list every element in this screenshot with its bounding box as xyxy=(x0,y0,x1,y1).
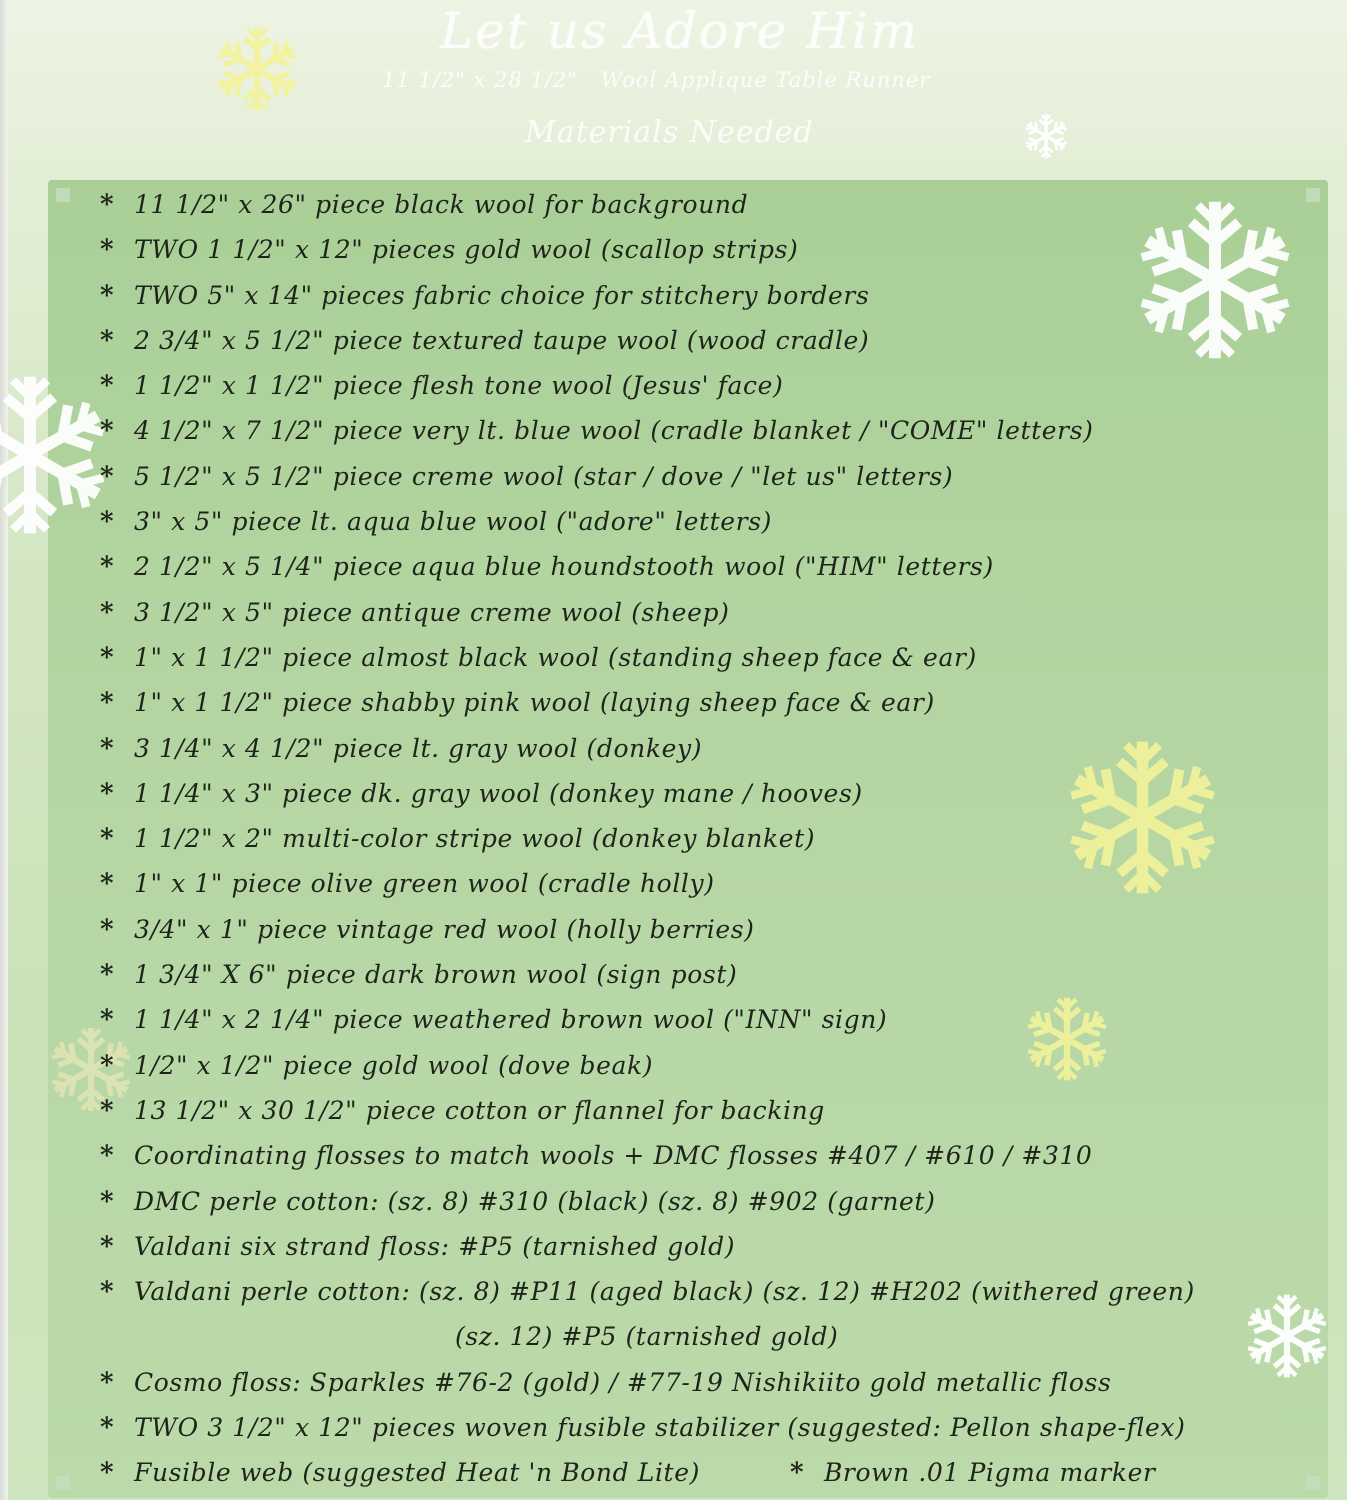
snowflake-icon xyxy=(1022,112,1070,160)
list-item xyxy=(100,726,1330,771)
list-item-text: 3/4" x 1" piece vintage red wool (holly berries) xyxy=(134,914,755,944)
list-item-text: TWO 1 1/2" x 12" pieces gold wool (scallop strips) xyxy=(134,235,799,265)
panel-corner xyxy=(56,1476,70,1490)
list-item xyxy=(100,680,1330,725)
list-item xyxy=(100,499,1330,544)
list-item-text: 1" x 1 1/2" piece shabby pink wool (laying sheep face & ear) xyxy=(134,688,935,718)
list-item-text: 3" x 5" piece lt. aqua blue wool ("adore" letters) xyxy=(134,507,772,537)
bullet-icon: * xyxy=(100,1050,115,1081)
list-item-text: 3 1/2" x 5" piece antique creme wool (sheep) xyxy=(134,597,730,627)
materials-list xyxy=(100,182,1330,1496)
list-item-text: Valdani perle cotton: (sz. 8) #P11 (aged black) (sz. 12) #H202 (withered green) xyxy=(134,1277,1195,1307)
bullet-icon: * xyxy=(100,642,115,673)
list-item xyxy=(100,1360,1330,1405)
header xyxy=(0,0,1347,175)
list-item-text: 1/2" x 1/2" piece gold wool (dove beak) xyxy=(134,1050,654,1080)
bullet-icon: * xyxy=(100,1095,115,1126)
list-item xyxy=(100,318,1330,363)
list-item xyxy=(100,997,1330,1042)
bullet-icon: * xyxy=(100,1367,115,1398)
list-item-text: (sz. 12) #P5 (tarnished gold) xyxy=(455,1322,839,1352)
list-item-text: 1" x 1 1/2" piece almost black wool (standing sheep face & ear) xyxy=(134,642,977,672)
page-edge xyxy=(0,0,8,1500)
bullet-icon: * xyxy=(100,1277,115,1308)
bullet-icon: * xyxy=(100,371,115,402)
list-item xyxy=(100,771,1330,816)
snowflake-icon xyxy=(212,24,302,114)
list-item xyxy=(100,1133,1330,1178)
snowflake-icon xyxy=(0,360,115,550)
list-item-text: 11 1/2" x 26" piece black wool for background xyxy=(134,190,749,219)
bullet-icon: * xyxy=(100,824,115,855)
list-item-text: Coordinating flosses to match wools + DMC flosses #407 / #610 / #310 xyxy=(134,1141,1093,1171)
list-item xyxy=(100,544,1330,589)
list-item xyxy=(100,182,1330,227)
bullet-icon: * xyxy=(100,461,115,492)
list-item xyxy=(100,454,1330,499)
list-item-text: TWO 5" x 14" pieces fabric choice for stitchery borders xyxy=(134,280,870,310)
list-item xyxy=(100,590,1330,635)
list-item-text: Fusible web (suggested Heat 'n Bond Lite) xyxy=(134,1458,700,1488)
bullet-icon: * xyxy=(100,190,115,220)
list-item xyxy=(100,1224,1330,1269)
panel-corner xyxy=(56,188,70,202)
list-item-text: 1 1/2" x 2" multi-color stripe wool (donkey blanket) xyxy=(134,824,816,854)
list-item-text: Brown .01 Pigma marker xyxy=(823,1458,1156,1488)
list-item-text: 1 1/2" x 1 1/2" piece flesh tone wool (Jesus' face) xyxy=(134,371,784,401)
bullet-icon: * xyxy=(100,1458,115,1489)
bullet-icon: * xyxy=(100,325,115,356)
list-item-text: 1" x 1" piece olive green wool (cradle holly) xyxy=(134,869,715,899)
list-item-text: 5 1/2" x 5 1/2" piece creme wool (star / dove / "let us" letters) xyxy=(134,461,954,491)
list-item xyxy=(100,1088,1330,1133)
list-item xyxy=(100,1450,1330,1495)
list-item xyxy=(100,907,1330,952)
bullet-icon: * xyxy=(100,1186,115,1217)
list-item-text: Valdani six strand floss: #P5 (tarnished gold) xyxy=(134,1231,736,1261)
bullet-icon: * xyxy=(100,733,115,764)
bullet-icon: * xyxy=(100,552,115,583)
list-item xyxy=(100,635,1330,680)
list-item-extra xyxy=(790,1450,1156,1496)
list-item-text: 2 1/2" x 5 1/4" piece aqua blue houndstooth wool ("HIM" letters) xyxy=(134,552,994,582)
list-item xyxy=(100,816,1330,861)
list-item-text: 4 1/2" x 7 1/2" piece very lt. blue wool (cradle blanket / "COME" letters) xyxy=(134,416,1094,446)
list-item-text: 2 3/4" x 5 1/2" piece textured taupe wool (wood cradle) xyxy=(134,325,870,355)
list-item xyxy=(100,408,1330,453)
bullet-icon: * xyxy=(100,869,115,900)
bullet-icon: * xyxy=(100,1141,115,1172)
bullet-icon: * xyxy=(100,914,115,945)
list-item-text: 3 1/4" x 4 1/2" piece lt. gray wool (donkey) xyxy=(134,733,703,763)
list-item xyxy=(100,273,1330,318)
section-heading: Materials Needed xyxy=(525,115,814,150)
list-item xyxy=(100,952,1330,997)
bullet-icon: * xyxy=(100,1005,115,1036)
list-item-text: 1 1/4" x 2 1/4" piece weathered brown wool ("INN" sign) xyxy=(134,1005,888,1035)
list-item-text: DMC perle cotton: (sz. 8) #310 (black) (sz. 8) #902 (garnet) xyxy=(134,1186,936,1216)
bullet-icon: * xyxy=(789,1458,805,1489)
list-item xyxy=(100,227,1330,272)
list-item xyxy=(100,1405,1330,1450)
page-title: Let us Adore Him xyxy=(440,2,920,60)
bullet-icon: * xyxy=(100,597,115,628)
list-item-text: TWO 3 1/2" x 12" pieces woven fusible stabilizer (suggested: Pellon shape-flex) xyxy=(134,1413,1186,1443)
list-item xyxy=(100,1269,1330,1314)
bullet-icon: * xyxy=(100,688,115,719)
bullet-icon: * xyxy=(100,416,115,447)
list-item xyxy=(100,861,1330,906)
bullet-icon: * xyxy=(100,960,115,991)
list-item-text: Cosmo floss: Sparkles #76-2 (gold) / #77-19 Nishikiito gold metallic floss xyxy=(134,1367,1112,1397)
bullet-icon: * xyxy=(100,778,115,809)
page-subtitle: 11 1/2" x 28 1/2" Wool Applique Table Runner xyxy=(382,68,931,92)
bullet-icon: * xyxy=(100,280,115,311)
bullet-icon: * xyxy=(100,1231,115,1262)
list-item-text: 1 1/4" x 3" piece dk. gray wool (donkey mane / hooves) xyxy=(134,778,863,808)
bullet-icon: * xyxy=(100,235,115,266)
list-item-text: 13 1/2" x 30 1/2" piece cotton or flannel for backing xyxy=(134,1095,825,1125)
bullet-icon: * xyxy=(100,1413,115,1444)
list-item-continuation xyxy=(100,1314,1330,1359)
list-item xyxy=(100,363,1330,408)
list-item xyxy=(100,1179,1330,1224)
bullet-icon: * xyxy=(100,507,115,538)
list-item-text: 1 3/4" X 6" piece dark brown wool (sign post) xyxy=(134,960,738,990)
list-item xyxy=(100,1043,1330,1088)
